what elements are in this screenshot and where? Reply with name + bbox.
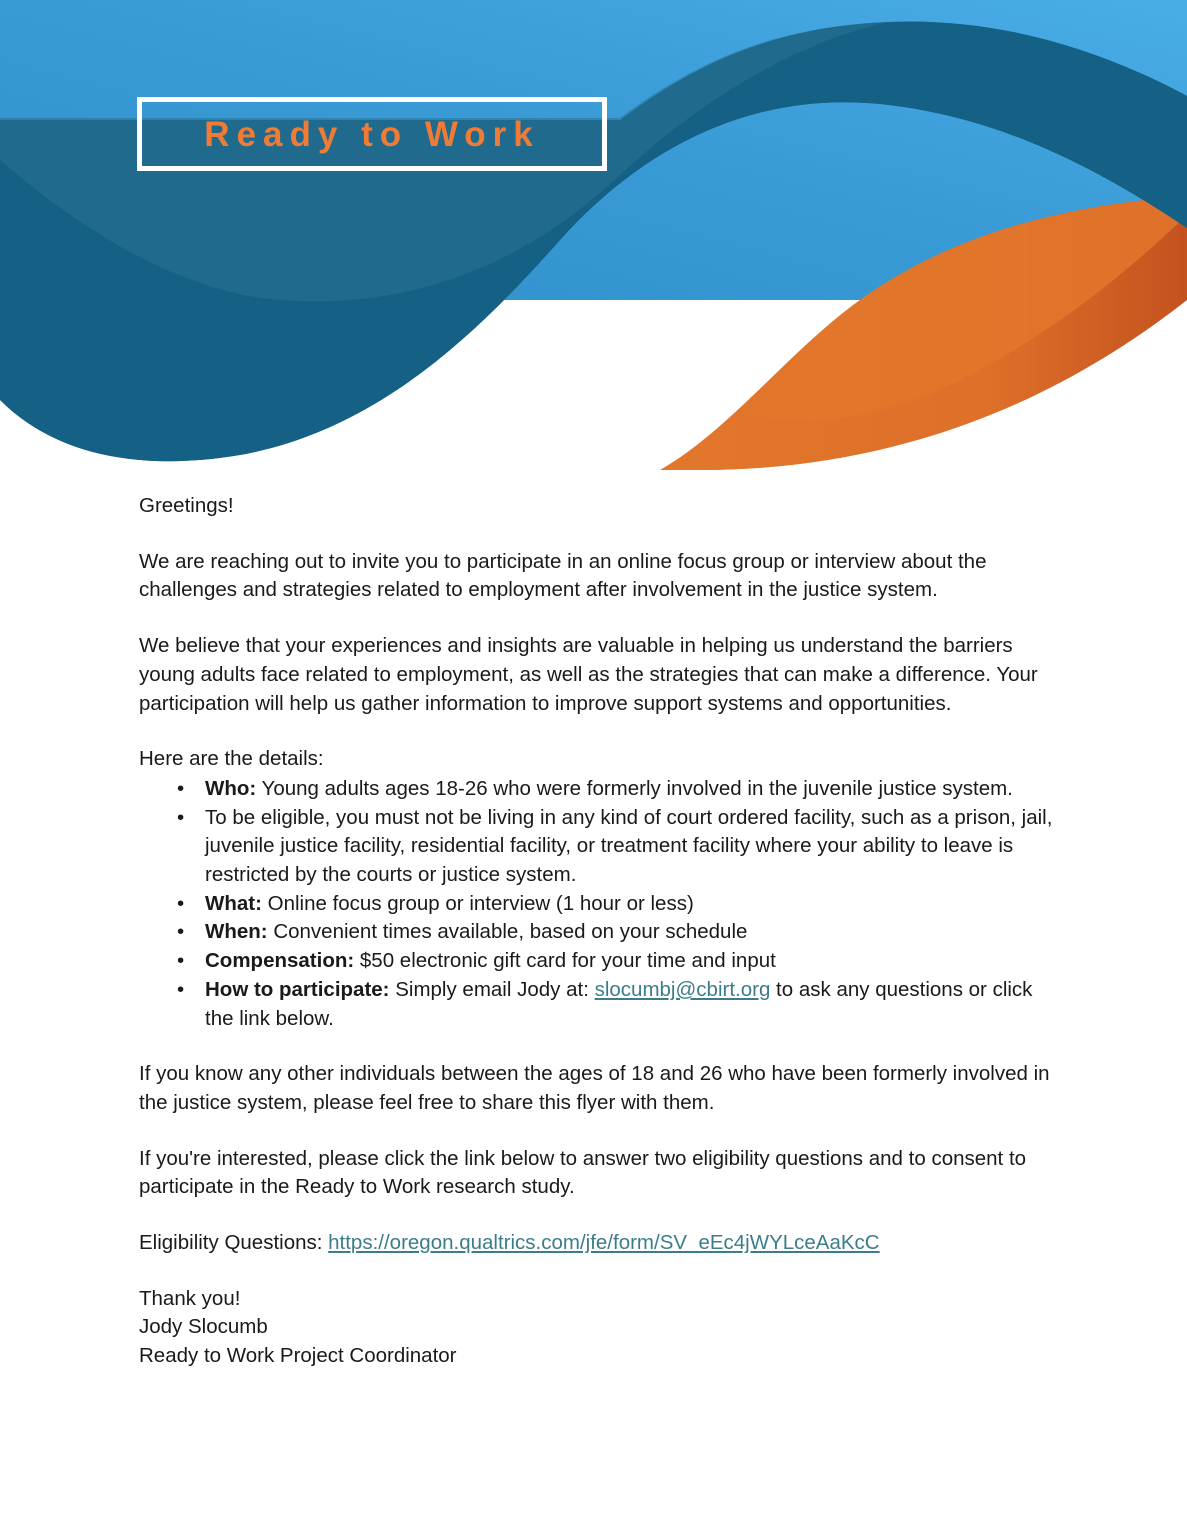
signer-name: Jody Slocumb [139, 1315, 268, 1339]
when-label: When: [205, 920, 268, 944]
list-item-compensation [205, 947, 1059, 976]
compensation-label: Compensation: [205, 949, 355, 973]
list-item-who [205, 775, 1059, 804]
eligibility-questions-label: Eligibility Questions: [139, 1231, 329, 1255]
compensation-text: $50 electronic gift card for your time and input [354, 949, 776, 973]
details-list [139, 775, 1059, 1033]
list-item-eligibility [205, 804, 1059, 890]
page-title: Ready to Work [204, 114, 540, 154]
how-label: How to participate: [205, 977, 390, 1001]
header-graphic [0, 0, 1187, 470]
eligibility-questions-line [139, 1229, 1059, 1258]
what-label: What: [205, 891, 262, 915]
eligibility-survey-link[interactable]: https://oregon.qualtrics.com/jfe/form/SV_eEc4jWYLceAaKcC [328, 1231, 880, 1255]
what-text: Online focus group or interview (1 hour or less) [261, 891, 694, 915]
email-link[interactable]: slocumbj@cbirt.org [594, 977, 771, 1001]
signer-title: Ready to Work Project Coordinator [139, 1344, 457, 1368]
eligibility-text: To be eligible, you must not be living in any kind of court ordered facility, such as a prison, jail, juvenile justice facility, residential facility, or treatment facility where your ability to leave is restricted by the courts or justice system. [205, 805, 1053, 887]
believe-paragraph: We believe that your experiences and insights are valuable in helping us understand the barriers young adults face related to employment, as well as the strategies that can make a difference. Your participation will help us gather information to improve support systems and opportunities. [139, 634, 1038, 715]
closing-line: Thank you! [139, 1286, 241, 1310]
interested-paragraph: If you're interested, please click the link below to answer two eligibility questions and to consent to participate in the Ready to Work research study. [139, 1146, 1027, 1199]
title-banner [137, 97, 607, 171]
who-label: Who: [205, 776, 257, 800]
how-text-after: to ask any questions or click the link below. [205, 977, 1033, 1030]
invite-paragraph: We are reaching out to invite you to participate in an online focus group or interview about the challenges and strategies related to employment after involvement in the justice system. [139, 549, 987, 602]
document-body [139, 492, 1059, 1371]
when-text: Convenient times available, based on your schedule [267, 920, 748, 944]
who-text: Young adults ages 18-26 who were formerly involved in the juvenile justice system. [256, 776, 1013, 800]
list-item-what [205, 890, 1059, 919]
list-item-when [205, 918, 1059, 947]
share-paragraph: If you know any other individuals between the ages of 18 and 26 who have been formerly involved in the justice system, please feel free to share this flyer with them. [139, 1062, 1050, 1114]
how-text-before: Simply email Jody at: [389, 977, 595, 1001]
greeting-paragraph: Greetings! [139, 494, 234, 517]
details-heading: Here are the details: [139, 747, 324, 771]
list-item-how-to-participate [205, 976, 1059, 1033]
